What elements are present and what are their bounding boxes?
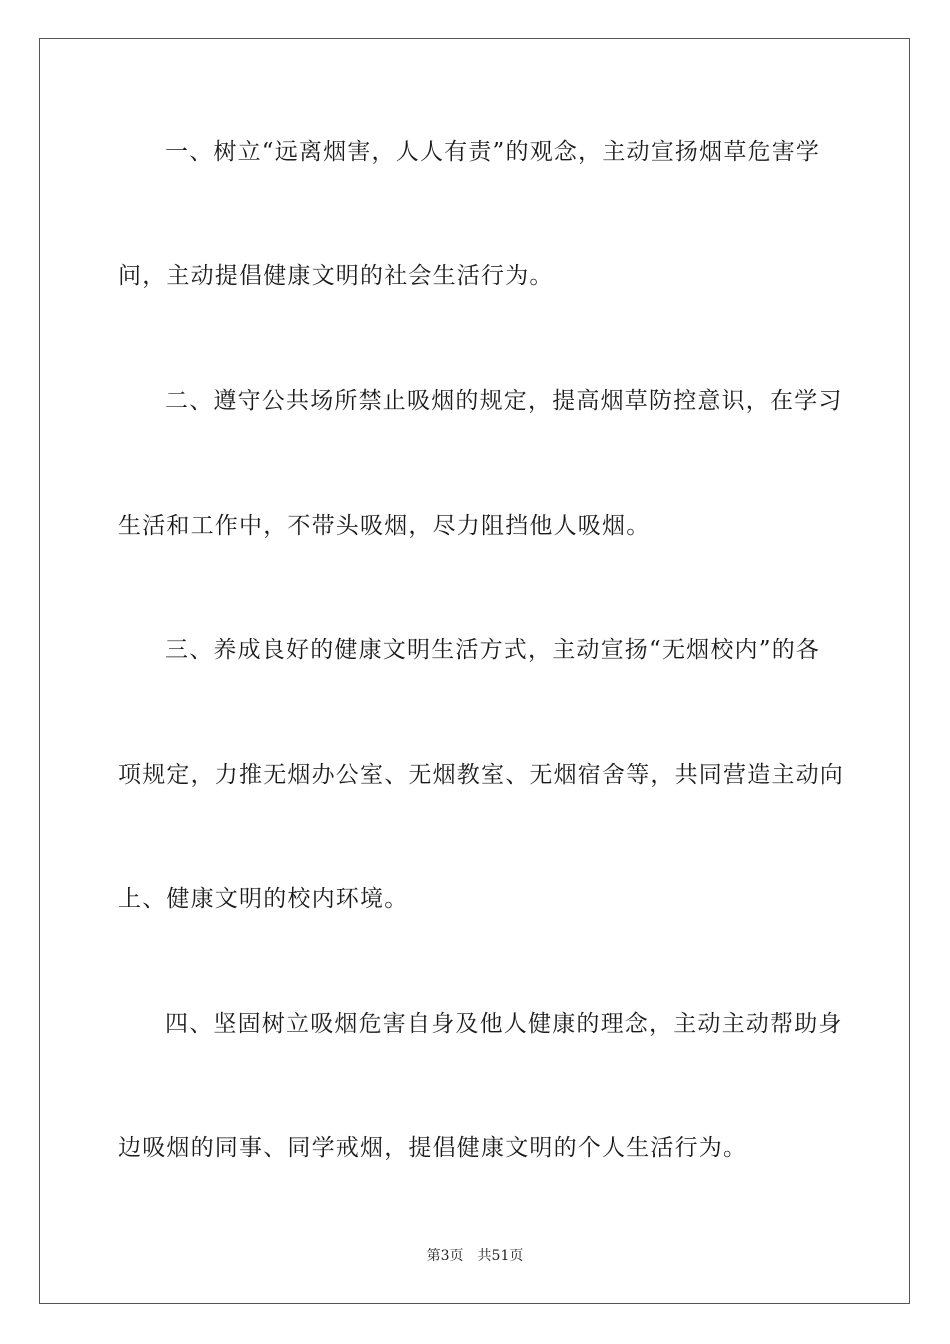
paragraph-3-line-1: 三、养成良好的健康文明生活方式，主动宣扬“无烟校内”的各 [165,637,821,663]
page-number-current: 第3页 [426,1248,464,1264]
paragraph-1-line-2: 问，主动提倡健康文明的社会生活行为。 [118,263,554,289]
paragraph-3-line-2: 项规定，力推无烟办公室、无烟教室、无烟宿舍等，共同营造主动向 [118,762,844,788]
paragraph-1-line-1: 一、树立“远离烟害，人人有责”的观念，主动宣扬烟草危害学 [165,139,821,165]
paragraph-2-line-1: 二、遵守公共场所禁止吸烟的规定，提高烟草防控意识，在学习 [165,388,843,414]
page-number-total: 共51页 [477,1248,524,1264]
paragraph-4-line-1: 四、坚固树立吸烟危害自身及他人健康的理念，主动主动帮助身 [165,1011,843,1037]
paragraph-4-line-2: 边吸烟的同事、同学戒烟，提倡健康文明的个人生活行为。 [118,1135,748,1161]
page-border [39,38,910,1304]
paragraph-2-line-2: 生活和工作中，不带头吸烟，尽力阻挡他人吸烟。 [118,513,651,539]
paragraph-3-line-3: 上、健康文明的校内环境。 [118,886,409,912]
page-footer [0,1247,950,1265]
